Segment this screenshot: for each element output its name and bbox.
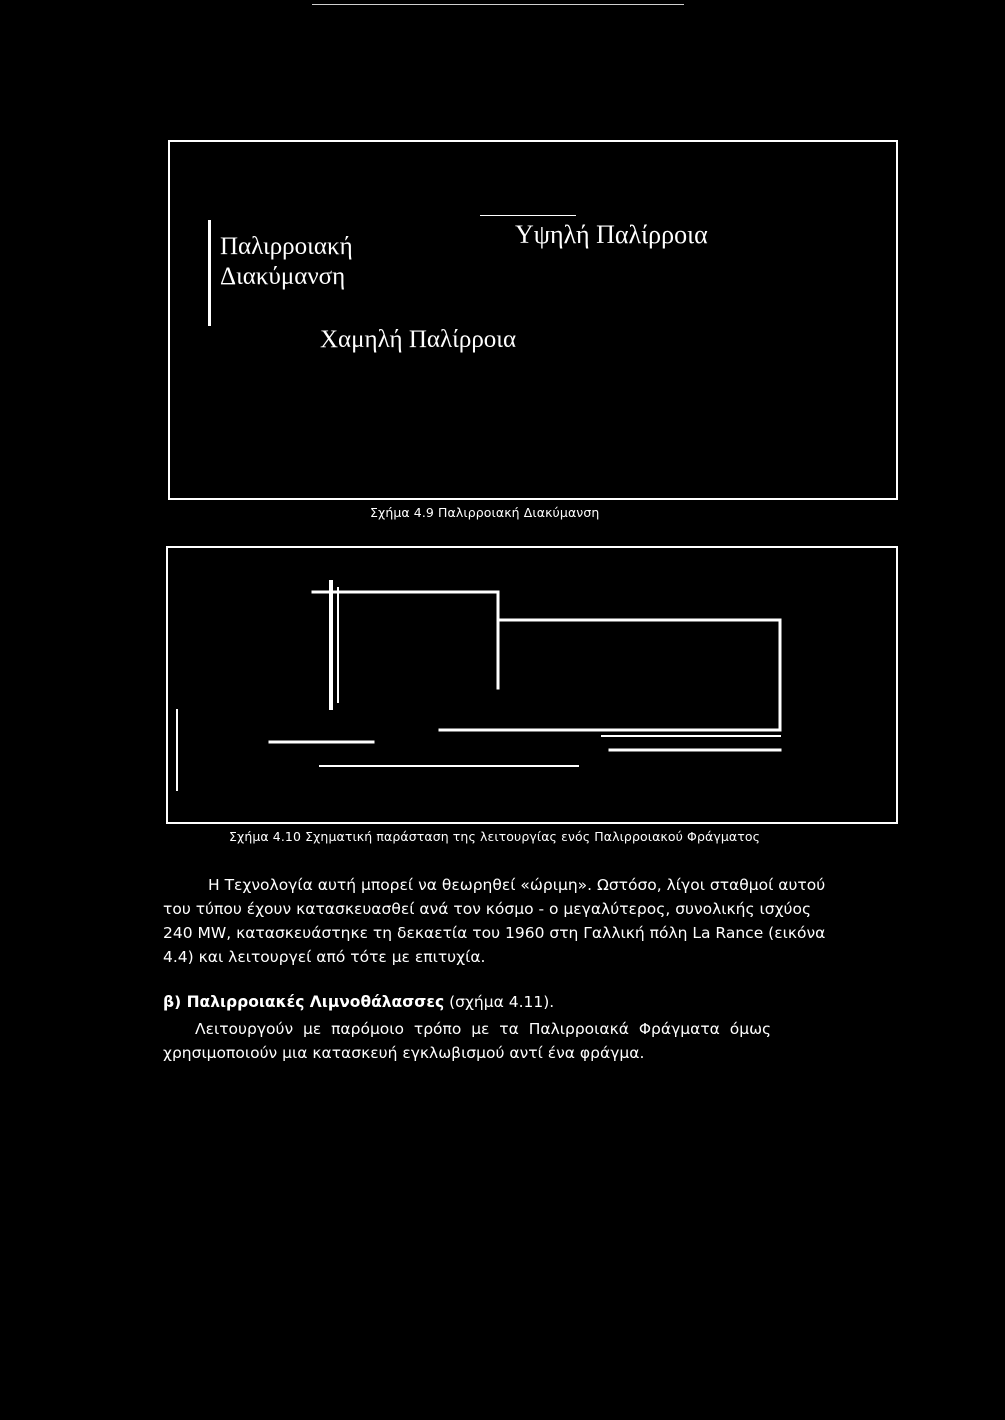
top-rule [312,4,684,5]
paragraph-1-line-4: 4.4) και λειτουργεί από τότε με επιτυχία. [163,948,486,966]
figure-tidal-range [168,140,898,500]
paragraph-1-line-1: Η Τεχνολογία αυτή μπορεί να θεωρηθεί «ώριμη». Ωστόσο, λίγοι σταθμοί αυτού [208,876,826,894]
paragraph-2-line-2: χρησιμοποιούν μια κατασκευή εγκλωβισμού αντί ένα φράγμα. [163,1044,645,1062]
paragraph-1-line-2: του τύπου έχουν κατασκευασθεί ανά τον κόσμο - ο μεγαλύτερος, συνολικής ισχύος [163,900,812,918]
section-heading-ref: (σχήμα 4.11). [444,993,555,1011]
tidal-range-label [220,232,440,292]
high-tide-line [480,215,576,216]
paragraph-2-line-1: Λειτουργούν με παρόμοιο τρόπο με τα Παλιρροιακά Φράγματα όμως [195,1020,772,1038]
tidal-range-label-line1: Παλιρροιακή [220,233,353,260]
tidal-range-bar [208,220,211,326]
section-heading-bold: β) Παλιρροιακές Λιμνοθάλασσες [163,993,445,1011]
figure-4-10-caption: Σχήμα 4.10 Σχηματική παράσταση της λειτουργίας ενός Παλιρροιακού Φράγματος [229,829,761,844]
tidal-range-label-line2: Διακύμανση [220,263,346,290]
barrage-diagram [168,548,896,822]
figure-4-9-caption: Σχήμα 4.9 Παλιρροιακή Διακύμανση [370,505,600,520]
low-tide-label: Χαμηλή Παλίρροια [320,326,517,353]
paragraph-1-line-3: 240 MW, κατασκευάστηκε τη δεκαετία του 1960 στη Γαλλική πόλη La Rance (εικόνα [163,924,826,942]
figure-tidal-barrage [166,546,898,824]
high-tide-label: Υψηλή Παλίρροια [515,220,708,249]
section-heading [163,993,554,1011]
